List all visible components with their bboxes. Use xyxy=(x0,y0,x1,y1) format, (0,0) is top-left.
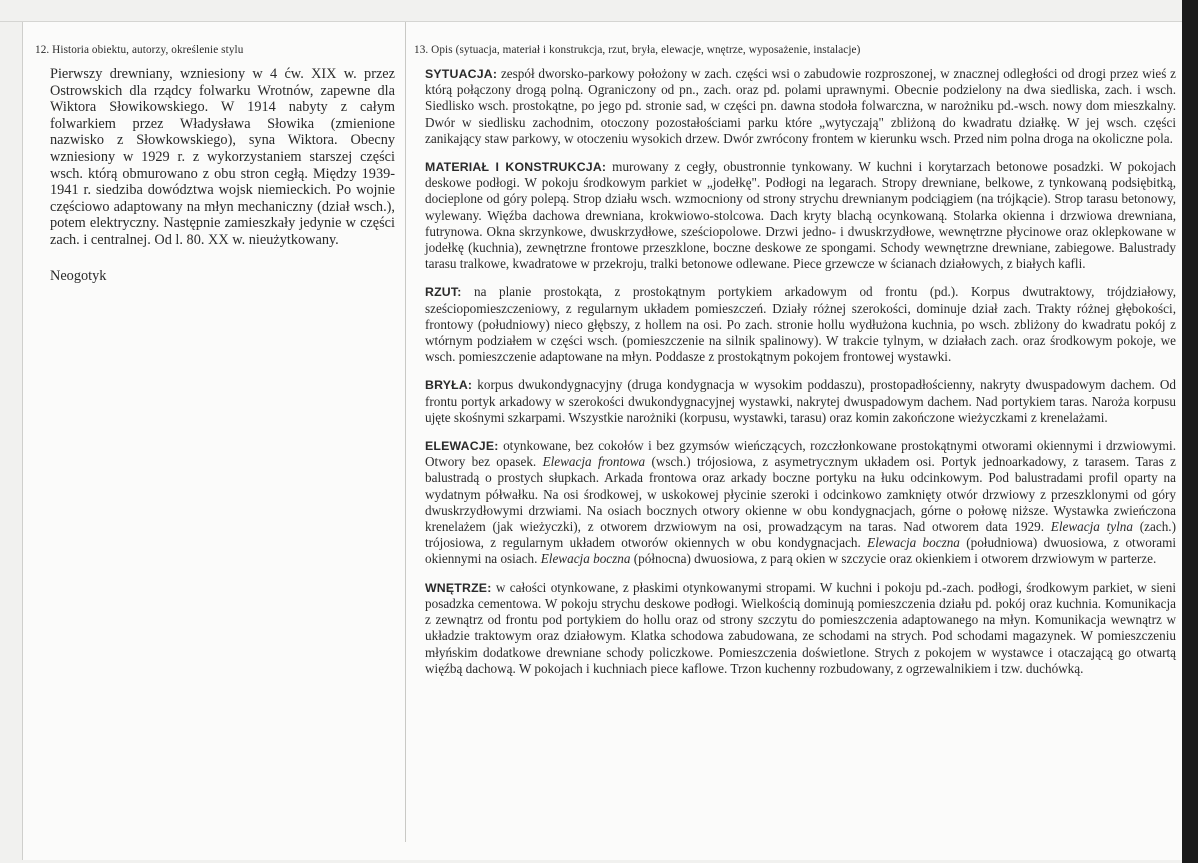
section-wnetrze xyxy=(425,580,1176,677)
section-text: zespół dworsko-parkowy położony w zach. części wsi o zabudowie rozproszonej, w znacznej odległości od drogi przez wieś z którą połączony drogą polną. Ograniczony od pn., zach. oraz pd. polami uprawnymi. Obecnie podzielony na dwa siedliska, zach. i wsch. Siedlisko wsch. prostokątne, po jego pd. stronie sad, w części pn. dawna stodoła folwarczna, w narożniku pd.-wsch. nowy dom mieszkalny. Dwór w siedlisku zachodnim, otoczony pozostałościami parku które „wytyczają" zbliżoną do kwadratu działkę. W jej wsch. części zanikający staw parkowy, w otoczeniu wysokich drzew. Dwór zwrócony frontem w kierunku wsch. Przed nim polna droga na okoliczne pola. xyxy=(425,66,1176,146)
italic-term: Elewacja frontowa xyxy=(542,454,646,470)
section-label: RZUT: xyxy=(425,285,462,300)
section-label: BRYŁA: xyxy=(425,378,473,393)
italic-term: Elewacja boczna xyxy=(867,535,960,551)
italic-term: Elewacja tylna xyxy=(1050,519,1133,535)
section-sytuacja xyxy=(425,66,1176,147)
section-rzut xyxy=(425,284,1176,365)
section-label: ELEWACJE: xyxy=(425,439,499,454)
section-bryla xyxy=(425,377,1176,426)
scan-top-margin xyxy=(0,0,1198,22)
history-header: 12. Historia obiektu, autorzy, określenie stylu xyxy=(35,44,244,56)
section-text: na planie prostokąta, z prostokątnym portykiem arkadowym od frontu (pd.). Korpus dwutraktowy, trójdziałowy, sześciopomieszczeniowy, z regularnym układem pomieszczeń. Działy różnej szerokości, dominuje dział zach. Trakty różnej głębokości, frontowy (południowy) nieco głębszy, z hollem na osi. Po zach. stronie hollu wydłużona kuchnia, po wsch. zbliżony do kwadratu pokój z wtórnym podziałem w części wsch. (pomieszczenie na silnik spalinowy). W trakcie tylnym, w działach zach. oraz środkowym pokoje, we wsch. pomieszczenie adaptowane na młyn. Poddasze z prostokątnym pokojem frontowej wystawki. xyxy=(425,284,1176,365)
section-text: (południowa) dwuosiowa, z otworami okiennymi na osiach. xyxy=(425,535,1176,567)
section-text: otynkowane, bez cokołów i bez gzymsów wieńczących, rozczłonkowane prostokątnymi otworami okiennymi i drzwiowymi. Otwory bez opasek. xyxy=(425,438,1176,470)
section-label: MATERIAŁ I KONSTRUKCJA: xyxy=(425,160,607,175)
scan-right-edge xyxy=(1182,0,1198,863)
column-divider xyxy=(405,22,406,842)
left-column xyxy=(35,44,395,285)
style-value: Neogotyk xyxy=(50,267,107,284)
section-material xyxy=(425,159,1176,272)
section-label: WNĘTRZE: xyxy=(425,580,492,595)
section-text: (wsch.) trójosiowa, z asymetrycznym układem osi. Portyk jednoarkadowy, z tarasem. Taras z balustradą o prostych słupkach. Arkada frontowa oraz arkady boczne portyku na łuku odcinkowym. Pod balustradami profil oparty na wydatnym półwałku. Na osi środkowej, w uskokowej płycinie szeroki i odcinkowo zamknięty otwór drzwiowy z przeszklonymi od góry dwuskrzydłowymi drzwiami. Na osiach bocznych otwory okienne w obu kondygnacjach, górne o połowę niższe. Wystawka zwieńczona krenelażem (jak wieżyczki), z otworem drzwiowym na osi, prowadzącym na taras. Nad otworem data 1929. xyxy=(425,454,1176,535)
section-text: w całości otynkowane, z płaskimi otynkowanymi stropami. W kuchni i pokoju pd.-zach. podłogi, środkowym parkiet, w sieni posadzka cementowa. W pokoju strychu deskowe podłogi. Wielkością dominują pomieszczenia działu pd. pokój oraz kuchnia. Komunikacja z zewnątrz od frontu pod portykiem do hollu oraz od strony szczytu do pomieszczenia adaptowanego na młyn. Komunikacja wewnątrz w układzie traktowym oraz działowym. Klatka schodowa zabudowana, ze schodami na strych. Pod schodami magazynek. W pomieszczeniu młyńskim dodatkowe drewniane schody policzkowe. Pomieszczenia doświetlone. Strych z pokojem w wystawce i otaczającą go otwartą więźbą dachową. W pokojach i kuchniach piece kaflowe. Trzon kuchenny rozbudowany, z ogrzewalnikiem i tzw. duchówką. xyxy=(425,579,1176,676)
italic-term: Elewacja boczna xyxy=(540,551,631,567)
history-text: Pierwszy drewniany, wzniesiony w 4 ćw. XIX w. przez Ostrowskich dla rządcy folwarku Wrotnów, zapewne dla Wiktora Słowikowskiego. W 1914 nabyty z całym folwarkiem przez Władysława Słowika (zmienione nazwisko z Słowkowskiego), syna Wiktora. Obecny wzniesiony w 1929 r. z wykorzystaniem starszej części wsch. którą obmurowano z obu stron cegłą. Między 1939-1941 r. siedziba dowództwa wojsk niemieckich. Po wojnie częściowo adaptowany na młyn mechaniczny (dział wsch.), potem elektryczny. Następnie zamieszkały jedynie w części zach. i centralnej. Od l. 80. XX w. nieużytkowany. xyxy=(50,66,395,248)
section-text: korpus dwukondygnacyjny (druga kondygnacja w wysokim poddaszu), prostopadłościenny, nakryty dwuspadowym dachem. Od frontu portyk arkadowy w szerokości dwukondygnacyjnej wystawki, nakrytej dwuspadowym dachem. Nad portykiem taras. Naroża korpusu ujęte skośnymi szkarpami. Wszystkie narożniki (korpusu, wystawki, tarasu) oraz komin zakończone wieżyczkami z krenelażami. xyxy=(425,377,1176,425)
section-elewacje xyxy=(425,438,1176,568)
description-header: 13. Opis (sytuacja, materiał i konstrukcja, rzut, bryła, elewacje, wnętrze, wyposażenie, instalacje) xyxy=(414,44,861,56)
right-column xyxy=(414,44,1176,689)
section-text: (zach.) trójosiowa, z regularnym układem otworów okiennych w obu kondygnacjach. xyxy=(425,519,1176,551)
section-label: SYTUACJA: xyxy=(425,67,498,81)
section-text: (północna) dwuosiowa, z parą okien w szczycie oraz okienkiem i otworem drzwiowym w parterze. xyxy=(630,551,1157,567)
section-text: murowany z cegły, obustronnie tynkowany. W kuchni i korytarzach betonowe posadzki. W pokojach deskowe podłogi. W pokoju środkowym parkiet w „jodełkę". Podłogi na legarach. Stropy drewniane, belkowe, z tynkowaną podsiębitką, docieplone od góry polepą. Strop działu wsch. wzmocniony od strony strychu drewnianym podciągiem (na trójkącie). Strop tarasu betonowy, wylewany. Więźba dachowa drewniana, krokwiowo-stolcowa. Dach kryty blachą ocynkowaną. Stolarka okienna i drzwiowa drewniana, futrynowa. Okna skrzynkowe, dwuskrzydłowe, sześciopolowe. Drzwi jedno- i dwuskrzydłowe, wewnętrzne płycinowe oraz oklepkowane w jodełkę (kuchnia), zewnętrzne frontowe przeszklone, boczne deskowe ze spongami. Schody wewnętrzne drewniane, zabiegowe. Balustrady tarasu tralkowe, kwadratowe w przekroju, tralki betonowe odlewane. Piece grzewcze w ścianach działowych, z białych kafli. xyxy=(425,159,1176,272)
